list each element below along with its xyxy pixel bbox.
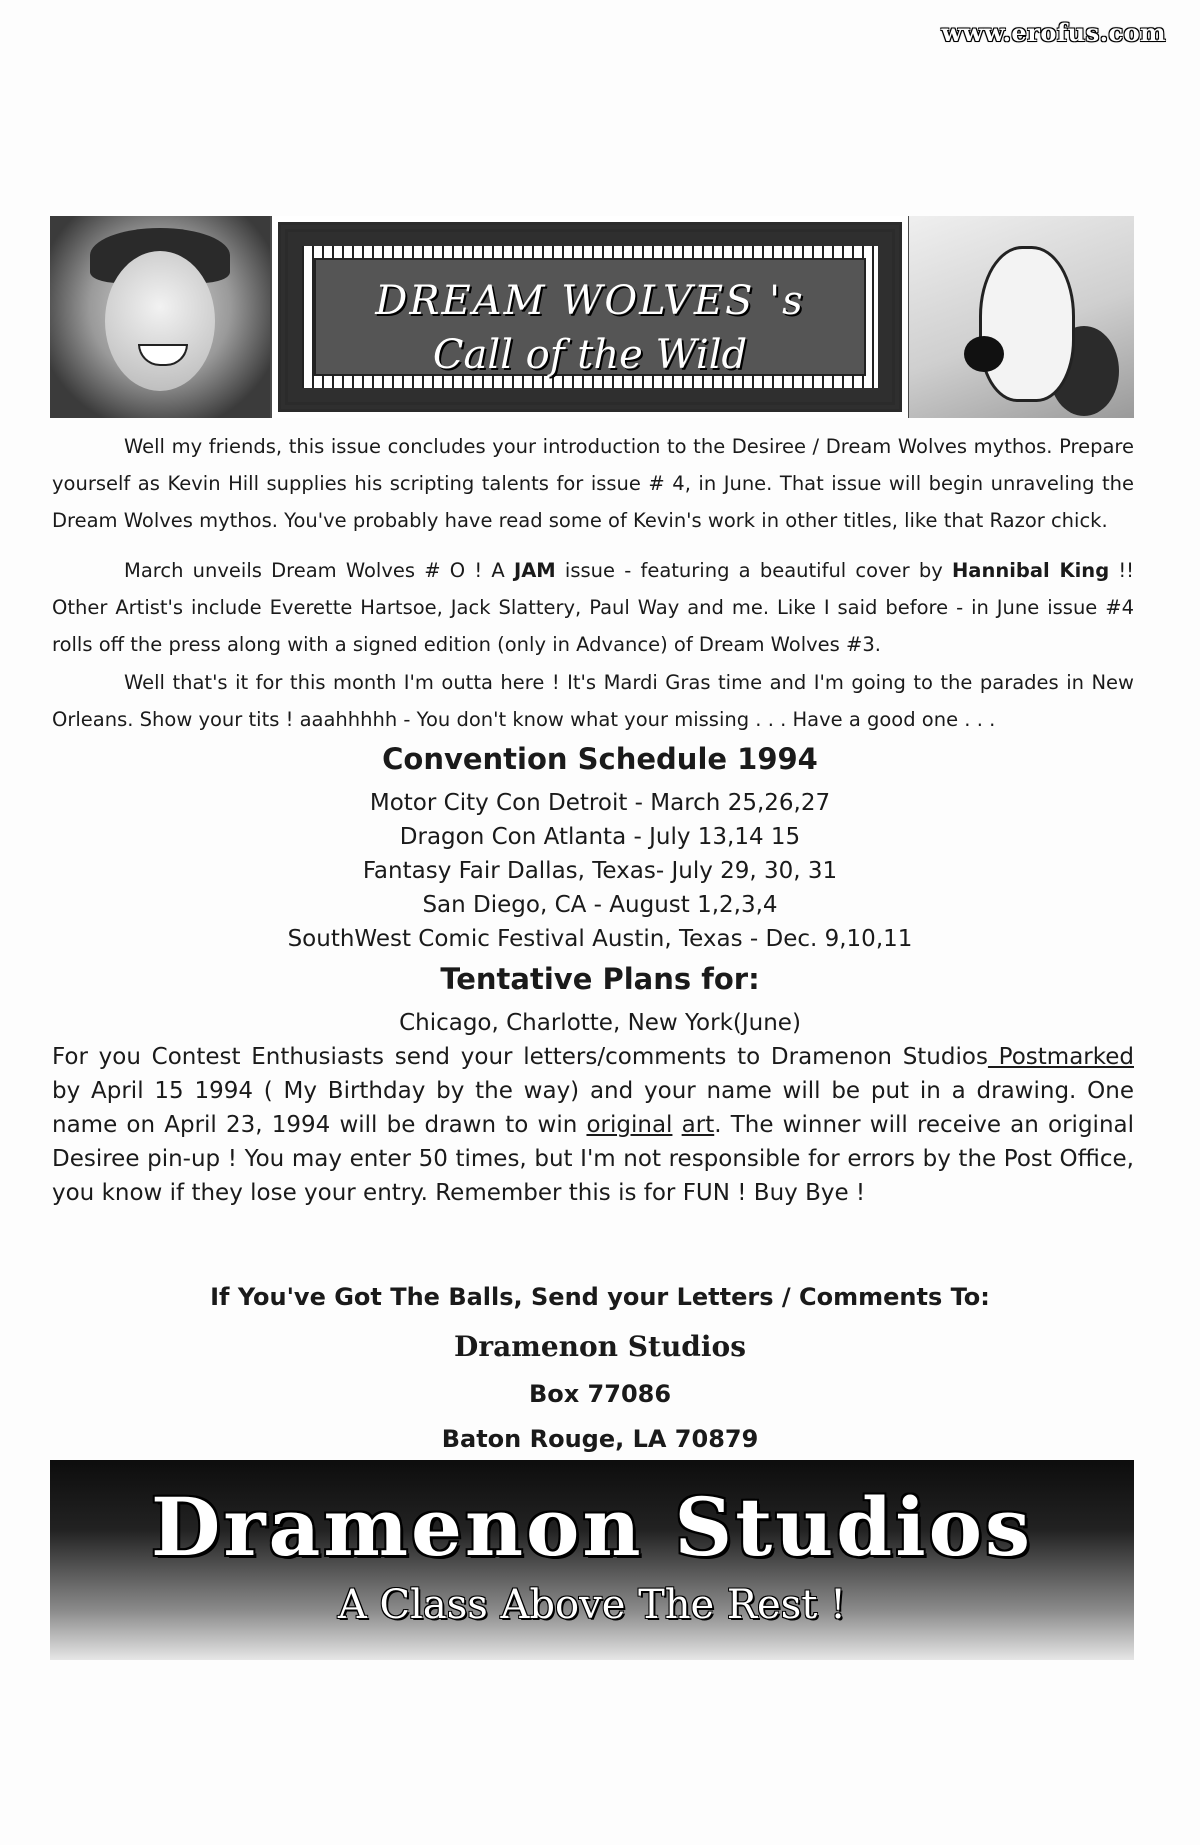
banner-title-line1: DREAM WOLVES 's xyxy=(375,278,805,324)
art-text: art xyxy=(681,1112,715,1138)
header-banner xyxy=(50,216,1134,418)
convention-list xyxy=(0,786,1200,956)
p2-text-a: March unveils Dream Wolves # O ! A xyxy=(124,559,514,582)
contest-paragraph xyxy=(52,1040,1134,1210)
dog-nose-shape xyxy=(964,336,1004,372)
contest-text-a: For you Contest Enthusiasts send your letters/comments to Dramenon Studios xyxy=(52,1044,988,1070)
mailing-city: Baton Rouge, LA 70879 xyxy=(441,1425,759,1453)
postmarked-text: Postmarked xyxy=(987,1044,1134,1070)
footer-studio-logo: Dramenon Studios xyxy=(150,1480,1034,1574)
dog-illustration xyxy=(909,216,1134,418)
contest-text-c: . The winner will receive an original Desiree pin-up ! You may enter 50 times, but I'm not responsible for errors by the Post Office, you know if they lose your entry. Remember this is for FUN ! Buy Bye ! xyxy=(52,1112,1135,1206)
footer-tagline: A Class Above The Rest ! xyxy=(337,1582,847,1628)
title-plaque xyxy=(272,216,908,418)
convention-item: Dragon Con Atlanta - July 13,14 15 xyxy=(399,824,801,850)
convention-item: Motor City Con Detroit - March 25,26,27 xyxy=(369,790,831,816)
intro-paragraph-3: Well that's it for this month I'm outta here ! It's Mardi Gras time and I'm going to the parades in New Orleans. Show your tits ! aaahhhhh - You don't know what your missing . . . Have a good one . . . xyxy=(52,671,1134,731)
woman-photo xyxy=(50,216,270,418)
intro-paragraph-1: Well my friends, this issue concludes your introduction to the Desiree / Dream Wolves mythos. Prepare yourself as Kevin Hill supplies his scripting talents for issue # 4, in June. That issue will begin unraveling the Dream Wolves mythos. You've probably have read some of Kevin's work in other titles, like that Razor chick. xyxy=(52,435,1134,532)
convention-heading: Convention Schedule 1994 xyxy=(382,742,818,776)
title-panel xyxy=(314,258,866,376)
convention-item: San Diego, CA - August 1,2,3,4 xyxy=(422,892,778,918)
tentative-heading: Tentative Plans for: xyxy=(440,962,760,996)
jam-label: JAM xyxy=(513,559,556,582)
mailing-studio-name: Dramenon Studios xyxy=(454,1330,746,1363)
hannibal-king-label: Hannibal King xyxy=(951,559,1110,582)
title-inner-border xyxy=(302,246,878,388)
intro-paragraph-2 xyxy=(52,552,1134,663)
mailing-box: Box 77086 xyxy=(528,1380,672,1408)
footer-banner xyxy=(50,1460,1134,1660)
convention-item: Fantasy Fair Dallas, Texas- July 29, 30, 31 xyxy=(362,858,838,884)
convention-item: SouthWest Comic Festival Austin, Texas - Dec. 9,10,11 xyxy=(287,926,913,952)
p2-text-c: !! Other Artist's include Everette Hartsoe, Jack Slattery, Paul Way and me. Like I said before - in June issue #4 rolls off the press along with a signed edition (only in Advance) of Dream Wolves #3. xyxy=(52,559,1135,656)
contest-text-b: by April 15 1994 ( My Birthday by the way) and your name will be put in a drawing. One name on April 23, 1994 will be drawn to win xyxy=(52,1078,1134,1138)
watermark: www.erofus.com xyxy=(941,18,1166,47)
mailing-heading: If You've Got The Balls, Send your Letters / Comments To: xyxy=(210,1283,990,1311)
banner-title-line2: Call of the Wild xyxy=(432,332,748,378)
face-shape xyxy=(105,251,215,391)
tentative-cities: Chicago, Charlotte, New York(June) xyxy=(399,1010,801,1036)
dog-head-shape xyxy=(979,246,1075,402)
p2-text-b: issue - featuring a beautiful cover by xyxy=(555,559,952,582)
original-text: original xyxy=(586,1112,673,1138)
greek-key-border xyxy=(278,222,902,412)
